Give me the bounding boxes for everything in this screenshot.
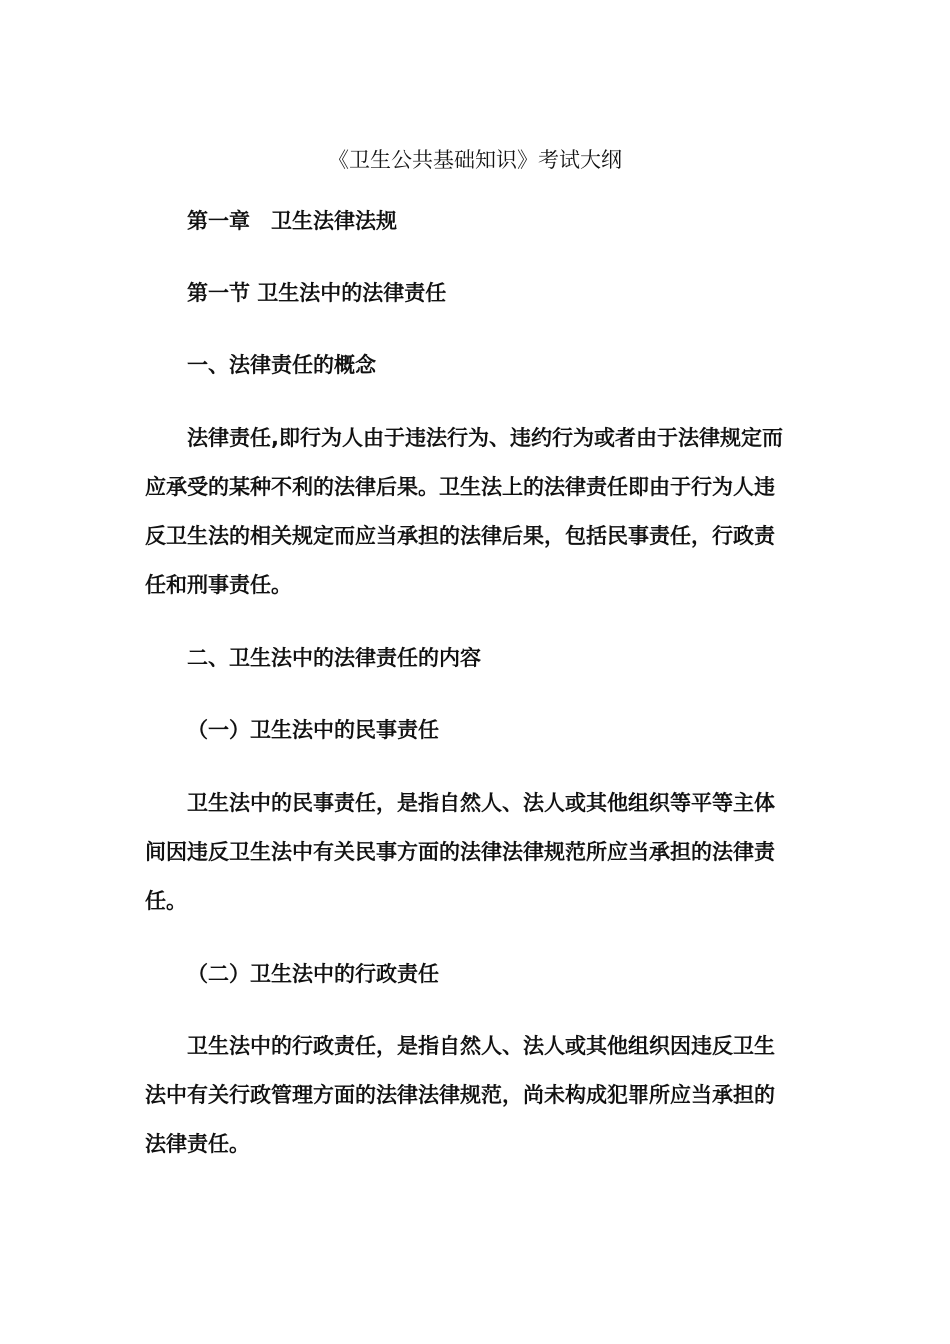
paragraph-line: 卫生法中的民事责任，是指自然人、法人或其他组织等平等主体 [187,791,775,815]
paragraph-line: 任。 [145,889,187,913]
paragraph-line: 法中有关行政管理方面的法律法律规范，尚未构成犯罪所应当承担的 [145,1083,775,1107]
paragraph-line: 反卫生法的相关规定而应当承担的法律后果，包括民事责任，行政责 [145,524,775,548]
section-heading: 第一节 卫生法中的法律责任 [187,281,447,305]
chapter-heading: 第一章 卫生法律法规 [187,209,397,233]
content-heading: 二、卫生法中的法律责任的内容 [187,646,481,670]
paragraph-line: 卫生法中的行政责任，是指自然人、法人或其他组织因违反卫生 [187,1034,775,1058]
paragraph-line: 法律责任,即行为人由于违法行为、违约行为或者由于法律规定而 [187,426,783,450]
administrative-liability-subheading: （二）卫生法中的行政责任 [187,962,439,986]
paragraph-line: 任和刑事责任。 [145,573,292,597]
concept-heading: 一、法律责任的概念 [187,353,376,377]
paragraph-line: 法律责任。 [145,1132,250,1156]
paragraph-line: 应承受的某种不利的法律后果。卫生法上的法律责任即由于行为人违 [145,475,775,499]
paragraph-line: 间因违反卫生法中有关民事方面的法律法律规范所应当承担的法律责 [145,840,775,864]
civil-liability-subheading: （一）卫生法中的民事责任 [187,718,439,742]
document-title: 《卫生公共基础知识》考试大纲 [328,148,622,172]
